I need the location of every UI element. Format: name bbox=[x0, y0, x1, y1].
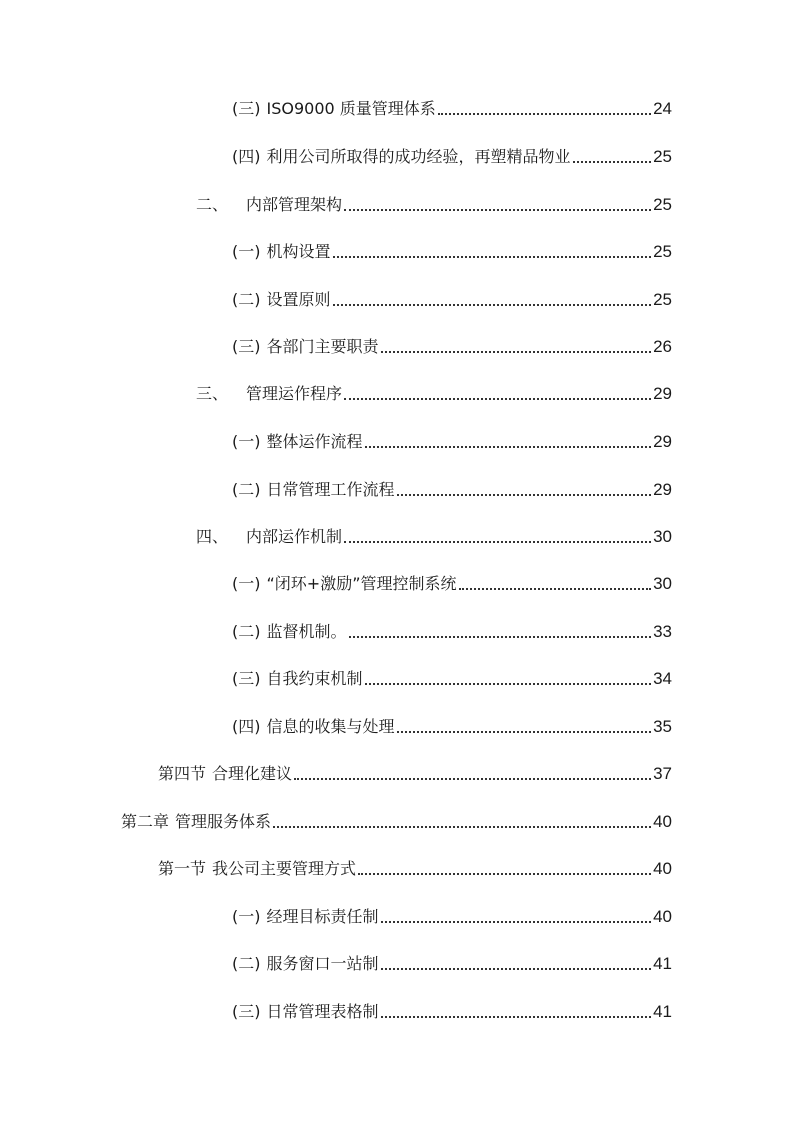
toc-entry-title: “闭环+激励”管理控制系统 bbox=[266, 574, 457, 593]
toc-entry-page-number: 33 bbox=[653, 622, 672, 641]
toc-entry-title: 合理化建议 bbox=[212, 764, 293, 783]
dot-leader bbox=[573, 147, 652, 167]
dot-leader bbox=[365, 432, 652, 452]
toc-entry[interactable] bbox=[232, 952, 672, 974]
dot-leader bbox=[294, 764, 651, 784]
toc-entry[interactable] bbox=[158, 857, 672, 879]
dot-leader bbox=[381, 1002, 652, 1022]
toc-entry-page-number: 40 bbox=[653, 859, 672, 878]
toc-entry-number: 第四节 bbox=[158, 764, 207, 783]
toc-entry-number: (二) bbox=[232, 480, 261, 499]
toc-entry-page-number: 34 bbox=[653, 669, 672, 688]
toc-entry[interactable] bbox=[232, 1000, 672, 1022]
dot-leader bbox=[397, 717, 652, 737]
toc-entry-page-number: 30 bbox=[653, 574, 672, 593]
dot-leader bbox=[273, 812, 651, 832]
toc-entry-title: 管理运作程序 bbox=[246, 384, 343, 403]
toc-entry-title: 日常管理表格制 bbox=[266, 1002, 379, 1021]
toc-entry[interactable] bbox=[232, 620, 672, 642]
toc-entry[interactable] bbox=[158, 762, 672, 784]
toc-entry-page-number: 25 bbox=[653, 290, 672, 309]
toc-entry-title: 设置原则 bbox=[266, 290, 331, 309]
dot-leader bbox=[438, 99, 651, 119]
toc-entry-number: 第二章 bbox=[121, 812, 170, 831]
toc-entry[interactable] bbox=[232, 97, 672, 119]
toc-entry-title: 整体运作流程 bbox=[266, 432, 363, 451]
toc-entry-page-number: 25 bbox=[653, 195, 672, 214]
toc-entry-page-number: 35 bbox=[653, 717, 672, 736]
toc-entry-number: (二) bbox=[232, 622, 261, 641]
toc-entry-number: (三) bbox=[232, 669, 261, 688]
toc-entry-title: 经理目标责任制 bbox=[266, 907, 379, 926]
toc-entry-title: 机构设置 bbox=[266, 242, 331, 261]
toc-entry-page-number: 40 bbox=[653, 907, 672, 926]
toc-entry-number: (二) bbox=[232, 290, 261, 309]
dot-leader bbox=[381, 337, 652, 357]
toc-entry[interactable] bbox=[232, 715, 672, 737]
toc-entry[interactable] bbox=[232, 905, 672, 927]
toc-entry-title: 利用公司所取得的成功经验，再塑精品物业 bbox=[266, 147, 571, 166]
toc-entry-page-number: 41 bbox=[653, 954, 672, 973]
toc-entry-page-number: 40 bbox=[653, 812, 672, 831]
dot-leader bbox=[344, 384, 651, 404]
toc-entry-title: 内部管理架构 bbox=[246, 195, 343, 214]
toc-entry-number: (一) bbox=[232, 242, 261, 261]
toc-entry-title: 服务窗口一站制 bbox=[266, 954, 379, 973]
dot-leader bbox=[397, 480, 652, 500]
dot-leader bbox=[349, 622, 652, 642]
toc-entry-number: 第一节 bbox=[158, 859, 207, 878]
toc-entry[interactable] bbox=[196, 382, 672, 404]
toc-entry-number: (一) bbox=[232, 907, 261, 926]
toc-entry-page-number: 37 bbox=[653, 764, 672, 783]
toc-entry-title: 监督机制。 bbox=[266, 622, 347, 641]
toc-entry[interactable] bbox=[232, 667, 672, 689]
toc-entry-number: (一) bbox=[232, 432, 261, 451]
toc-entry-number: (四) bbox=[232, 147, 261, 166]
toc-entry-page-number: 24 bbox=[653, 99, 672, 118]
dot-leader bbox=[333, 290, 652, 310]
toc-entry[interactable] bbox=[196, 193, 672, 215]
toc-entry-number: (二) bbox=[232, 954, 261, 973]
toc-entry-number: 四、 bbox=[196, 527, 229, 546]
toc-entry-page-number: 26 bbox=[653, 337, 672, 356]
toc-entry-title: 自我约束机制 bbox=[266, 669, 363, 688]
toc-entry-number: (三) bbox=[232, 1002, 261, 1021]
toc-entry-number: 二、 bbox=[196, 195, 229, 214]
toc-entry[interactable] bbox=[232, 572, 672, 594]
dot-leader bbox=[344, 195, 651, 215]
toc-entry-number: (三) bbox=[232, 337, 261, 356]
toc-entry-page-number: 25 bbox=[653, 242, 672, 261]
toc-entry-title: 我公司主要管理方式 bbox=[212, 859, 357, 878]
toc-entry-number: (三) bbox=[232, 99, 261, 118]
toc-entry[interactable] bbox=[232, 430, 672, 452]
toc-entry[interactable] bbox=[232, 240, 672, 262]
toc-entry[interactable] bbox=[232, 335, 672, 357]
toc-entry-page-number: 25 bbox=[653, 147, 672, 166]
toc-entry-page-number: 29 bbox=[653, 480, 672, 499]
toc-entry[interactable] bbox=[121, 810, 672, 832]
toc-entry-title: 信息的收集与处理 bbox=[266, 717, 395, 736]
dot-leader bbox=[459, 574, 652, 594]
toc-entry-number: (四) bbox=[232, 717, 261, 736]
toc-entry-page-number: 29 bbox=[653, 384, 672, 403]
toc-entry-title: 内部运作机制 bbox=[246, 527, 343, 546]
toc-entry-title: 管理服务体系 bbox=[175, 812, 272, 831]
dot-leader bbox=[381, 907, 652, 927]
toc-entry-title: 日常管理工作流程 bbox=[266, 480, 395, 499]
toc-entry[interactable] bbox=[232, 145, 672, 167]
dot-leader bbox=[333, 242, 652, 262]
toc-entry-title: ISO9000 质量管理体系 bbox=[266, 99, 436, 118]
toc-entry[interactable] bbox=[232, 478, 672, 500]
toc-entry-page-number: 30 bbox=[653, 527, 672, 546]
dot-leader bbox=[344, 527, 651, 547]
toc-entry-title: 各部门主要职责 bbox=[266, 337, 379, 356]
toc-entry-page-number: 29 bbox=[653, 432, 672, 451]
toc-entry-number: 三、 bbox=[196, 384, 229, 403]
toc-entry[interactable] bbox=[232, 288, 672, 310]
toc-entry-number: (一) bbox=[232, 574, 261, 593]
dot-leader bbox=[381, 954, 652, 974]
dot-leader bbox=[365, 669, 652, 689]
toc-entry[interactable] bbox=[196, 525, 672, 547]
toc-entry-page-number: 41 bbox=[653, 1002, 672, 1021]
dot-leader bbox=[358, 859, 651, 879]
